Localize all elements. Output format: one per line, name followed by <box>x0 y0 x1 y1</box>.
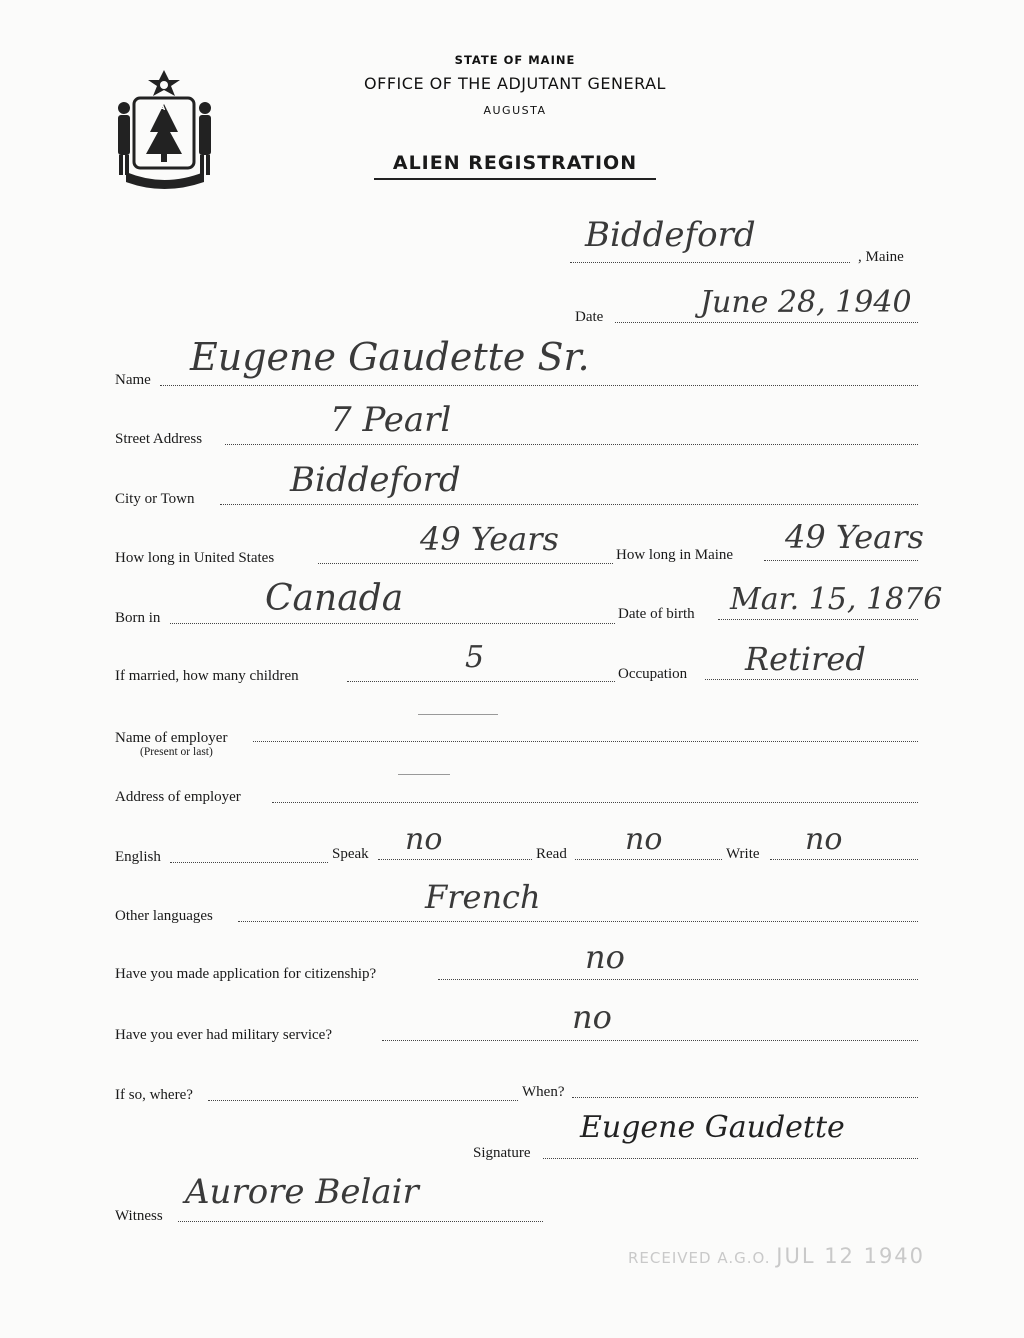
city-line <box>220 504 918 505</box>
citizenship-value: no <box>585 938 625 976</box>
date-of-birth-label: Date of birth <box>618 606 695 622</box>
speak-label: Speak <box>332 846 369 862</box>
occupation-value: Retired <box>745 640 866 678</box>
employer-address-dash <box>398 774 450 775</box>
state-seal-icon <box>112 68 217 196</box>
town-line <box>570 262 850 263</box>
maine-label: , Maine <box>858 249 904 265</box>
name-label: Name <box>115 372 151 388</box>
english-label: English <box>115 849 161 865</box>
speak-line <box>378 859 532 860</box>
received-stamp-label: RECEIVED A.G.O. <box>628 1249 771 1267</box>
other-languages-line <box>238 921 918 922</box>
how-long-maine-line <box>764 560 918 561</box>
when-label: When? <box>522 1084 565 1100</box>
name-line <box>160 385 918 386</box>
children-value: 5 <box>465 640 485 675</box>
other-languages-value: French <box>425 878 541 916</box>
received-stamp <box>628 1244 925 1268</box>
how-long-us-label: How long in United States <box>115 550 275 566</box>
date-line <box>615 322 918 323</box>
date-of-birth-value: Mar. 15, 1876 <box>730 582 943 617</box>
born-in-label: Born in <box>115 610 161 626</box>
state-heading: STATE OF MAINE <box>454 53 576 67</box>
citizenship-label: Have you made application for citizenship? <box>115 966 377 982</box>
form-title: ALIEN REGISTRATION <box>374 152 656 180</box>
occupation-label: Occupation <box>618 666 688 682</box>
date-of-birth-line <box>718 619 918 620</box>
street-label: Street Address <box>115 431 203 447</box>
employer-dash <box>418 714 498 715</box>
town-value: Biddeford <box>585 215 756 255</box>
military-line <box>382 1040 918 1041</box>
date-label: Date <box>575 309 604 325</box>
military-label: Have you ever had military service? <box>115 1027 332 1043</box>
occupation-line <box>705 679 918 680</box>
read-label: Read <box>536 846 567 862</box>
received-stamp-date: JUL 12 1940 <box>776 1244 926 1268</box>
employer-address-line <box>272 802 918 803</box>
if-so-line <box>208 1100 518 1101</box>
military-value: no <box>572 998 612 1036</box>
how-long-us-line <box>318 563 613 564</box>
city-label: City or Town <box>115 491 195 507</box>
employer-address-label: Address of employer <box>115 789 241 805</box>
how-long-maine-value: 49 Years <box>785 518 924 556</box>
speak-value: no <box>405 822 443 857</box>
name-value: Eugene Gaudette Sr. <box>190 335 590 379</box>
witness-label: Witness <box>115 1208 163 1224</box>
how-long-maine-label: How long in Maine <box>616 547 734 563</box>
seal-text: MAINE <box>150 103 185 112</box>
children-line <box>347 681 615 682</box>
signature-label: Signature <box>473 1145 531 1161</box>
write-line <box>770 859 918 860</box>
street-value: 7 Pearl <box>330 400 452 440</box>
employer-label: Name of employer <box>115 730 228 746</box>
children-label: If married, how many children <box>115 668 299 684</box>
write-value: no <box>805 822 843 857</box>
english-line <box>170 862 328 863</box>
employer-line <box>253 741 918 742</box>
office-heading: OFFICE OF THE ADJUTANT GENERAL <box>364 74 666 93</box>
read-value: no <box>625 822 663 857</box>
signature-line <box>543 1158 918 1159</box>
write-label: Write <box>726 846 760 862</box>
employer-note: (Present or last) <box>140 746 213 758</box>
witness-value: Aurore Belair <box>185 1172 419 1212</box>
city-value: Biddeford <box>290 460 461 500</box>
signature-value: Eugene Gaudette <box>580 1110 845 1145</box>
witness-line <box>178 1221 543 1222</box>
street-line <box>225 444 918 445</box>
city-heading: AUGUSTA <box>483 104 547 117</box>
other-languages-label: Other languages <box>115 908 213 924</box>
when-line <box>572 1097 918 1098</box>
if-so-label: If so, where? <box>115 1087 193 1103</box>
how-long-us-value: 49 Years <box>420 520 559 558</box>
born-in-line <box>170 623 615 624</box>
date-value: June 28, 1940 <box>700 285 912 320</box>
born-in-value: Canada <box>265 578 404 619</box>
citizenship-line <box>438 979 918 980</box>
read-line <box>575 859 722 860</box>
